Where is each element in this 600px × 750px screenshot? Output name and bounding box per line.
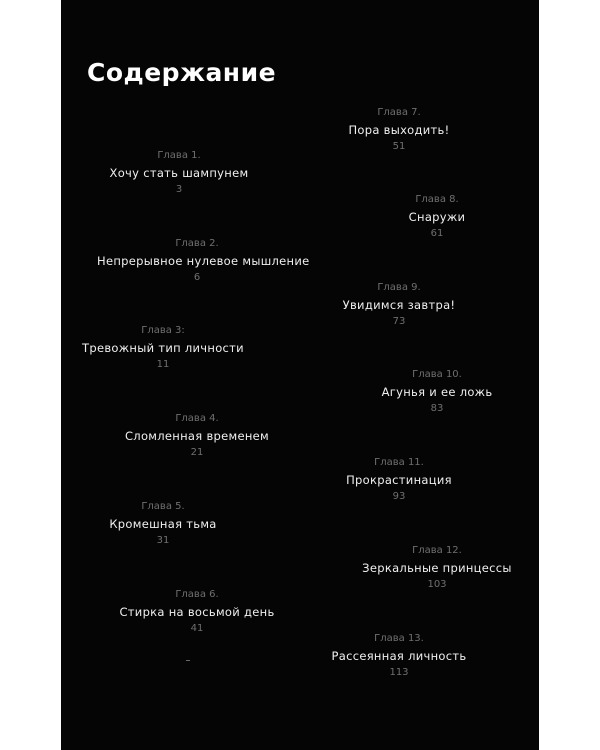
chapter-title: Сломленная временем bbox=[124, 429, 270, 443]
chapter-title: Агунья и ее ложь bbox=[381, 385, 493, 399]
chapter-title: Тревожный тип личности bbox=[82, 341, 244, 355]
toc-entry-chapter-5[interactable] bbox=[63, 501, 263, 547]
chapter-page: 113 bbox=[389, 667, 409, 678]
chapter-title: Зеркальные принцессы bbox=[362, 561, 512, 575]
toc-entry-chapter-11[interactable] bbox=[299, 457, 499, 503]
chapter-title: Стирка на восьмой день bbox=[119, 605, 275, 619]
chapter-label: Глава 7. bbox=[377, 107, 421, 118]
page-title: Содержание bbox=[87, 58, 277, 87]
chapter-page: 6 bbox=[193, 272, 201, 283]
chapter-page: 41 bbox=[190, 623, 204, 634]
chapter-title: Непрерывное нулевое мышление bbox=[97, 254, 310, 268]
toc-entry-chapter-1[interactable] bbox=[79, 150, 279, 196]
chapter-label: Глава 4. bbox=[175, 413, 219, 424]
chapter-page: 103 bbox=[427, 579, 447, 590]
chapter-title: Рассеянная личность bbox=[331, 649, 467, 663]
chapter-page: 73 bbox=[392, 316, 406, 327]
toc-entry-chapter-2[interactable] bbox=[97, 238, 310, 284]
toc-entry-chapter-9[interactable] bbox=[299, 282, 499, 328]
book-page bbox=[61, 0, 539, 750]
chapter-title: Пора выходить! bbox=[348, 123, 450, 137]
chapter-label: Глава 6. bbox=[175, 589, 219, 600]
chapter-label: Глава 3: bbox=[141, 325, 185, 336]
toc-entry-chapter-13[interactable] bbox=[299, 633, 499, 679]
chapter-title: Снаружи bbox=[408, 210, 466, 224]
toc-entry-chapter-3[interactable] bbox=[63, 325, 263, 371]
chapter-page: 31 bbox=[156, 535, 170, 546]
chapter-page: 51 bbox=[392, 141, 406, 152]
chapter-label: Глава 11. bbox=[374, 457, 424, 468]
toc-entry-chapter-10[interactable] bbox=[337, 369, 537, 415]
chapter-page: 83 bbox=[430, 403, 444, 414]
chapter-page: 21 bbox=[190, 447, 204, 458]
chapter-page: 93 bbox=[392, 491, 406, 502]
chapter-label: Глава 1. bbox=[157, 150, 201, 161]
toc-entry-chapter-6[interactable] bbox=[97, 589, 297, 635]
chapter-label: Глава 10. bbox=[412, 369, 462, 380]
chapter-label: Глава 8. bbox=[415, 194, 459, 205]
toc-entry-chapter-7[interactable] bbox=[299, 107, 499, 153]
chapter-label: Глава 12. bbox=[412, 545, 462, 556]
toc-entry-chapter-4[interactable] bbox=[97, 413, 297, 459]
chapter-label: Глава 5. bbox=[141, 501, 185, 512]
toc-entry-chapter-8[interactable] bbox=[337, 194, 537, 240]
chapter-label: Глава 13. bbox=[374, 633, 424, 644]
chapter-title: Кромешная тьма bbox=[109, 517, 217, 531]
chapter-page: 61 bbox=[430, 228, 444, 239]
chapter-title: Увидимся завтра! bbox=[342, 298, 456, 312]
chapter-title: Прокрастинация bbox=[346, 473, 452, 487]
decorative-dash bbox=[186, 660, 190, 661]
toc-entry-chapter-12[interactable] bbox=[337, 545, 537, 591]
chapter-page: 11 bbox=[156, 359, 170, 370]
chapter-title: Хочу стать шампунем bbox=[109, 166, 249, 180]
chapter-label: Глава 9. bbox=[377, 282, 421, 293]
chapter-label: Глава 2. bbox=[175, 238, 219, 249]
chapter-page: 3 bbox=[175, 184, 183, 195]
